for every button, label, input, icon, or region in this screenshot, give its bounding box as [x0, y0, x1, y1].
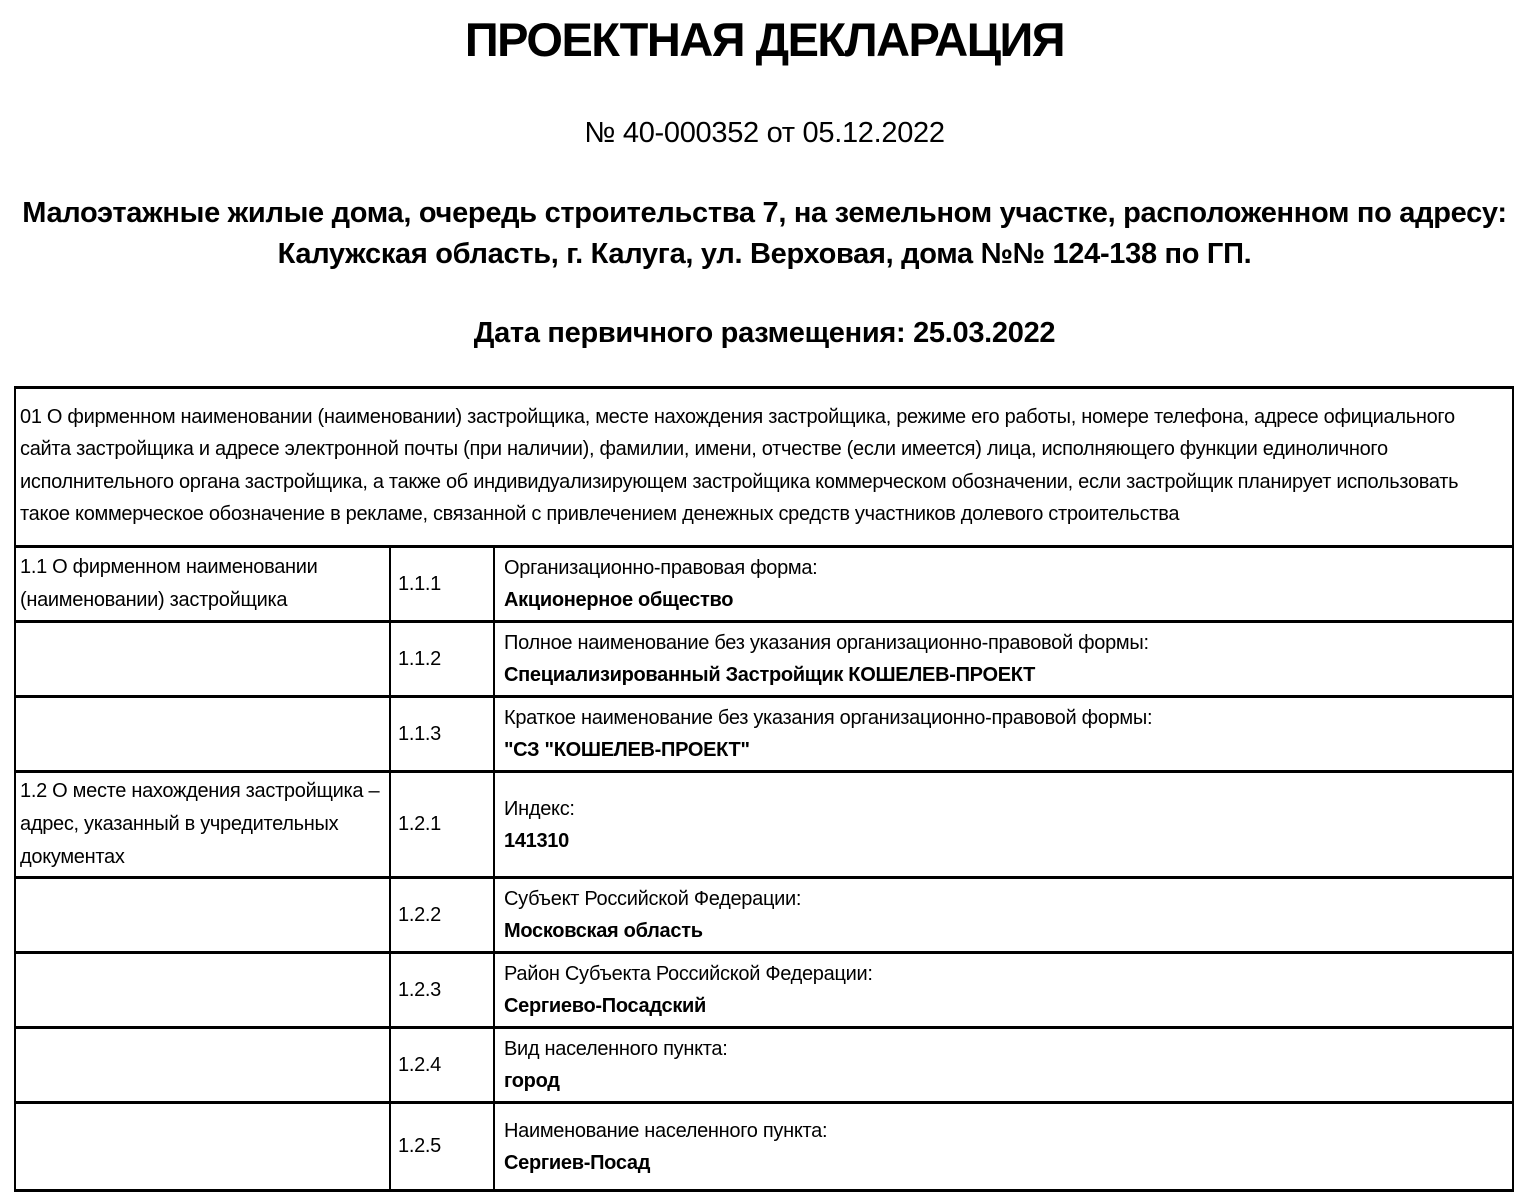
- row-group-cell: [15, 878, 390, 953]
- row-number-cell: [390, 1103, 494, 1191]
- section-01-header: 01 О фирменном наименовании (наименовании) застройщика, месте нахождения застройщика, режиме его работы, номере телефона, адресе официального сайта застройщика и адресе электронной почты (при наличии), фамилии, имени, отчестве (если имеется) лица, исполняющего функции единоличного исполнительного органа застройщика, а также об индивидуализирующем застройщика коммерческом обозначении, если застройщик планирует использовать такое коммерческое обозначение в рекламе, связанной с привлечением денежных средств участников долевого строительства: [15, 388, 1513, 547]
- page-title: ПРОЕКТНАЯ ДЕКЛАРАЦИЯ: [464, 13, 1065, 66]
- row-group-cell: [15, 547, 390, 622]
- row-content-cell: [494, 772, 1513, 878]
- project-declaration-page: [0, 12, 1529, 1174]
- row-field-label: Вид населенного пункта:: [504, 1038, 728, 1060]
- row-field-value: город: [504, 1070, 560, 1092]
- row-number-cell: [390, 697, 494, 772]
- row-number: 1.2.5: [398, 1135, 441, 1157]
- row-content-cell: [494, 1028, 1513, 1103]
- row-content-cell: [494, 622, 1513, 697]
- declaration-number: № 40-000352 от 05.12.2022: [584, 117, 945, 149]
- row-number: 1.1.1: [398, 572, 441, 595]
- row-content-cell: [494, 547, 1513, 622]
- row-field-label: Район Субъекта Российской Федерации:: [504, 963, 873, 985]
- table-row: [15, 772, 1513, 878]
- row-number-cell: [390, 622, 494, 697]
- declaration-table-body: [15, 388, 1513, 1191]
- row-group-cell: [15, 697, 390, 772]
- table-row: [15, 1103, 1513, 1191]
- row-number: 1.2.3: [398, 978, 441, 1001]
- row-field-label: Наименование населенного пункта:: [504, 1119, 828, 1142]
- row-content-cell: [494, 697, 1513, 772]
- table-row: [15, 697, 1513, 772]
- row-number-cell: [390, 878, 494, 953]
- row-group-cell: [15, 772, 390, 878]
- row-group-cell: [15, 1103, 390, 1191]
- row-field-value: "СЗ "КОШЕЛЕВ-ПРОЕКТ": [504, 739, 750, 761]
- table-row: [15, 878, 1513, 953]
- first-placement-date: Дата первичного размещения: 25.03.2022: [473, 317, 1056, 349]
- table-row: [15, 1028, 1513, 1103]
- row-number-cell: [390, 953, 494, 1028]
- row-content-cell: [494, 878, 1513, 953]
- row-number-cell: [390, 547, 494, 622]
- row-field-label: Индекс:: [504, 797, 575, 820]
- row-field-value: Сергиев-Посад: [504, 1151, 651, 1174]
- table-row: [15, 622, 1513, 697]
- row-content-cell: [494, 1103, 1513, 1191]
- row-group-cell: [15, 1028, 390, 1103]
- project-address: [0, 193, 1529, 275]
- project-address-line-1: Малоэтажные жилые дома, очередь строительства 7, на земельном участке, расположенном по адресу:: [22, 197, 1507, 229]
- row-field-label: Организационно-правовая форма:: [504, 557, 818, 579]
- section-01-row: [15, 388, 1513, 547]
- table-row: [15, 953, 1513, 1028]
- row-field-label: Субъект Российской Федерации:: [504, 888, 802, 910]
- row-field-label: Полное наименование без указания организационно-правовой формы:: [504, 632, 1149, 654]
- row-number: 1.2.4: [398, 1053, 441, 1076]
- declaration-table: [14, 386, 1514, 1192]
- row-field-value: Акционерное общество: [504, 589, 734, 611]
- row-field-value: Московская область: [504, 920, 703, 942]
- table-row: [15, 547, 1513, 622]
- row-field-value: 141310: [504, 829, 569, 852]
- row-number-cell: [390, 772, 494, 878]
- row-field-value: Сергиево-Посадский: [504, 995, 707, 1017]
- row-number: 1.2.2: [398, 903, 441, 926]
- row-group-cell: [15, 622, 390, 697]
- row-number: 1.1.3: [398, 722, 441, 745]
- row-field-value: Специализированный Застройщик КОШЕЛЕВ-ПРОЕКТ: [504, 664, 1036, 686]
- project-address-line-2: Калужская область, г. Калуга, ул. Верховая, дома №№ 124-138 по ГП.: [277, 238, 1252, 270]
- row-number: 1.1.2: [398, 647, 441, 670]
- row-group-cell: [15, 953, 390, 1028]
- row-group-label: 1.1 О фирменном наименовании (наименовании) застройщика: [20, 556, 318, 611]
- row-field-label: Краткое наименование без указания организационно-правовой формы:: [504, 707, 1153, 729]
- row-number: 1.2.1: [398, 813, 441, 835]
- row-content-cell: [494, 953, 1513, 1028]
- row-group-label: 1.2 О месте нахождения застройщика – адрес, указанный в учредительных документах: [20, 780, 380, 868]
- row-number-cell: [390, 1028, 494, 1103]
